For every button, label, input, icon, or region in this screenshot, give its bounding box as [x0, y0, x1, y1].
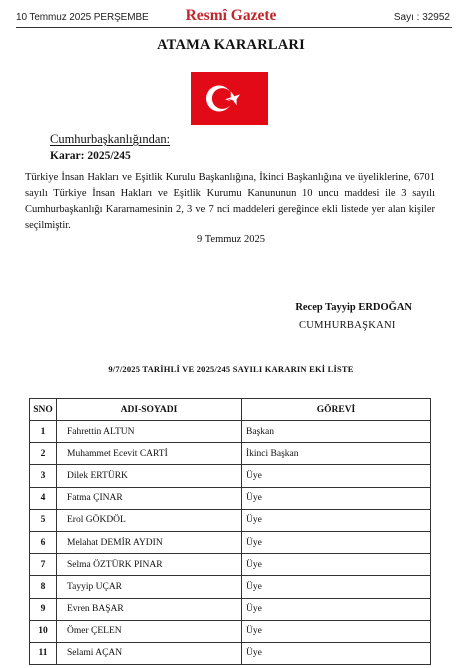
- row-role: Üye: [242, 531, 431, 553]
- decision-body: Türkiye İnsan Hakları ve Eşitlik Kurulu Başkanlığına, İkinci Başkanlığına ve üyeliklerine, 6701 sayılı Türkiye İnsan Hakları ve Eşitlik Kurumu Kanununun 10 uncu maddesi ile 3 sayılı Cumhurbaşkanlığı Kararnamesinin 2, 3 ve 7 nci maddeleri gereğince ekli listede yer alan kişiler seçilmiştir.: [25, 172, 435, 231]
- row-role: Üye: [242, 465, 431, 487]
- decision-number: Karar: 2025/245: [50, 150, 131, 162]
- row-name: Fatma ÇINAR: [57, 487, 242, 509]
- signer-name: Recep Tayyip ERDOĞAN: [295, 302, 412, 313]
- issuer-heading: Cumhurbaşkanlığından:: [50, 132, 171, 146]
- row-sno: 3: [30, 465, 57, 487]
- row-name: Selma ÖZTÜRK PINAR: [57, 554, 242, 576]
- row-sno: 4: [30, 487, 57, 509]
- row-name: Tayyip UÇAR: [57, 576, 242, 598]
- row-name: Selami AÇAN: [57, 642, 242, 664]
- row-role: Üye: [242, 554, 431, 576]
- table-row: [30, 487, 431, 509]
- row-name: Fahrettin ALTUN: [57, 421, 242, 443]
- column-header-role: GÖREVİ: [242, 399, 431, 421]
- decision-date: 9 Temmuz 2025: [197, 234, 265, 245]
- row-role: Üye: [242, 642, 431, 664]
- row-name: Melahat DEMİR AYDIN: [57, 531, 242, 553]
- column-header-sno: SNO: [30, 399, 57, 421]
- issue-date: 10 Temmuz 2025 PERŞEMBE: [16, 12, 149, 23]
- table-row: [30, 509, 431, 531]
- issue-number: Sayı : 32952: [393, 12, 450, 23]
- list-title: 9/7/2025 TARİHLİ VE 2025/245 SAYILI KARARIN EKİ LİSTE: [108, 364, 354, 374]
- table-row: [30, 465, 431, 487]
- row-sno: 7: [30, 554, 57, 576]
- row-role: Başkan: [242, 421, 431, 443]
- table-row: [30, 554, 431, 576]
- row-sno: 8: [30, 576, 57, 598]
- row-name: Ömer ÇELEN: [57, 620, 242, 642]
- table-row: [30, 598, 431, 620]
- row-sno: 11: [30, 642, 57, 664]
- table-header-row: [30, 399, 431, 421]
- row-name: Erol GÖKDÖL: [57, 509, 242, 531]
- table-row: [30, 576, 431, 598]
- row-sno: 1: [30, 421, 57, 443]
- row-name: Muhammet Ecevit CARTİ: [57, 443, 242, 465]
- header-divider: [16, 27, 452, 28]
- gazette-header: [0, 0, 462, 30]
- turkish-flag-icon: [191, 72, 268, 125]
- row-role: Üye: [242, 576, 431, 598]
- table-row: [30, 642, 431, 664]
- row-role: Üye: [242, 487, 431, 509]
- row-sno: 2: [30, 443, 57, 465]
- table-row: [30, 531, 431, 553]
- row-role: Üye: [242, 509, 431, 531]
- row-name: Dilek ERTÜRK: [57, 465, 242, 487]
- row-role: İkinci Başkan: [242, 443, 431, 465]
- signer-title: CUMHURBAŞKANI: [299, 320, 396, 331]
- column-header-name: ADI-SOYADI: [57, 399, 242, 421]
- row-sno: 10: [30, 620, 57, 642]
- row-role: Üye: [242, 598, 431, 620]
- table-row: [30, 620, 431, 642]
- table-row: [30, 443, 431, 465]
- row-sno: 9: [30, 598, 57, 620]
- row-sno: 5: [30, 509, 57, 531]
- gazette-name: Resmî Gazete: [185, 7, 277, 24]
- row-name: Evren BAŞAR: [57, 598, 242, 620]
- appointment-table: [29, 398, 431, 665]
- table-row: [30, 421, 431, 443]
- row-sno: 6: [30, 531, 57, 553]
- row-role: Üye: [242, 620, 431, 642]
- section-title: ATAMA KARARLARI: [157, 37, 305, 53]
